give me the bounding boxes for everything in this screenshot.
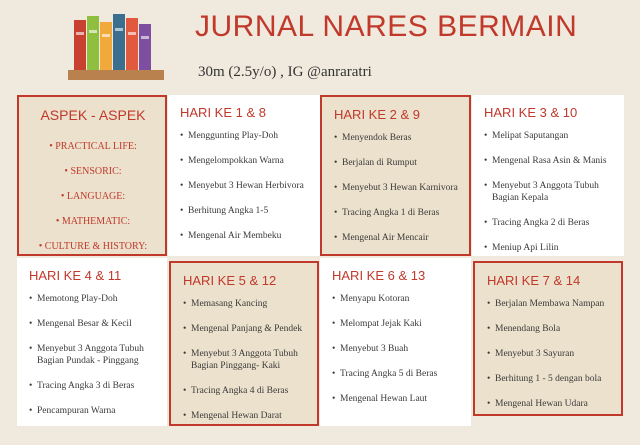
activity-item: • Menyebut 3 Sayuran (487, 348, 611, 360)
shelf-icon (68, 70, 164, 80)
page-subtitle: 30m (2.5y/o) , IG @anraratri (198, 64, 372, 80)
activity-item: • Mengenal Air Mencair (334, 232, 459, 244)
activity-item: • Memasang Kancing (183, 298, 307, 310)
activity-item: • Tracing Angka 1 di Beras (334, 207, 459, 219)
activity-item: • Melompat Jejak Kaki (332, 318, 461, 330)
activity-item: • Tracing Angka 2 di Beras (484, 217, 614, 229)
activity-item: • Mengenal Air Membeku (180, 230, 310, 242)
activity-item: • Pencampuran Warna (29, 405, 157, 417)
day-title: HARI KE 1 & 8 (180, 105, 266, 120)
activity-item: • Berjalan Membawa Nampan (487, 298, 611, 310)
aspek-item: • LANGUAGE: (31, 191, 155, 203)
activity-item: • Mengenal Hewan Udara (487, 398, 611, 410)
books-illustration (68, 12, 164, 82)
activity-item: • Mengenal Panjang & Pendek (183, 323, 307, 335)
day-card-4 (17, 258, 167, 426)
day-card-1 (168, 95, 320, 256)
day-title: HARI KE 7 & 14 (487, 273, 581, 288)
activity-item: • Berhitung 1 - 5 dengan bola (487, 373, 611, 385)
activity-item: • Menyebut 3 Anggota Tubuh Bagian Pundak - Pinggang (29, 343, 157, 367)
activity-item: • Menendang Bola (487, 323, 611, 335)
activity-item: • Mengenal Hewan Laut (332, 393, 461, 405)
day-title: HARI KE 5 & 12 (183, 273, 277, 288)
aspek-item: • SENSORIC: (31, 166, 155, 178)
aspek-item: • MATHEMATIC: (31, 216, 155, 228)
page-title: JURNAL NARES BERMAIN (195, 10, 578, 43)
activity-item: • Tracing Angka 5 di Beras (332, 368, 461, 380)
activity-item: • Mengelompokkan Warna (180, 155, 310, 167)
activity-item: • Meniup Api Lilin (484, 242, 614, 254)
activity-item: • Menyapu Kotoran (332, 293, 461, 305)
activity-item: • Berjalan di Rumput (334, 157, 459, 169)
day-card-5 (169, 261, 319, 426)
aspek-item: • CULTURE & HISTORY: (31, 241, 155, 253)
day-title: HARI KE 6 & 13 (332, 268, 426, 283)
activity-item: • Tracing Angka 3 di Beras (29, 380, 157, 392)
activity-item: • Menyebut 3 Buah (332, 343, 461, 355)
activity-item: • Melipat Saputangan (484, 130, 614, 142)
activity-item: • Menyebut 3 Anggota Tubuh Bagian Kepala (484, 180, 614, 204)
day-card-7 (473, 261, 623, 416)
day-title: HARI KE 3 & 10 (484, 105, 578, 120)
activity-item: • Menyebut 3 Hewan Herbivora (180, 180, 310, 192)
day-card-3 (472, 95, 624, 256)
activity-item: • Memotong Play-Doh (29, 293, 157, 305)
day-card-2 (320, 95, 471, 256)
activity-item: • Menggunting Play-Doh (180, 130, 310, 142)
activity-item: • Berhitung Angka 1-5 (180, 205, 310, 217)
day-card-6 (320, 258, 471, 426)
activity-item: • Mengenal Rasa Asin & Manis (484, 155, 614, 167)
aspek-item: • PRACTICAL LIFE: (31, 141, 155, 153)
aspek-title: ASPEK - ASPEK (40, 107, 146, 123)
activity-item: • Menyebut 3 Anggota Tubuh Bagian Pinggang- Kaki (183, 348, 307, 372)
activity-item: • Mengenal Besar & Kecil (29, 318, 157, 330)
day-title: HARI KE 4 & 11 (29, 268, 122, 283)
activity-item: • Mengenal Hewan Darat (183, 410, 307, 422)
activity-item: • Menyebut 3 Hewan Karnivora (334, 182, 459, 194)
day-title: HARI KE 2 & 9 (334, 107, 420, 122)
activity-item: • Tracing Angka 4 di Beras (183, 385, 307, 397)
activity-item: • Menyendok Beras (334, 132, 459, 144)
aspek-card (17, 95, 167, 256)
